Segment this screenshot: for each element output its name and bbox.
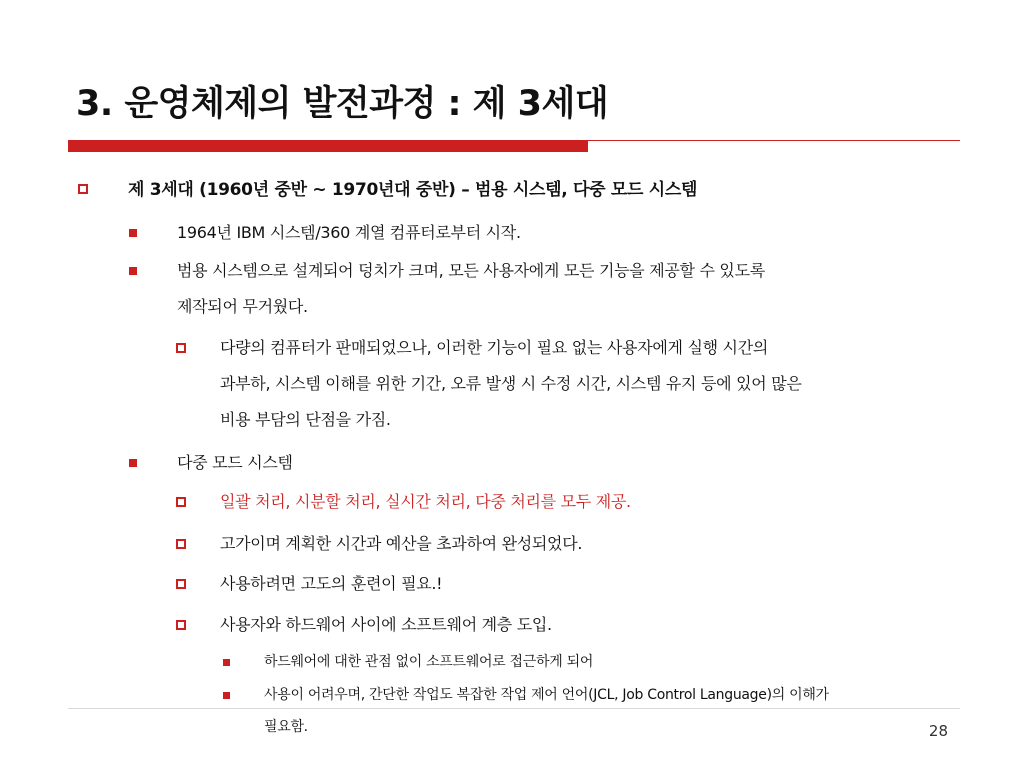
subsub-bullet-jcl-line2: 필요함. bbox=[264, 719, 308, 735]
title-underline-thick bbox=[68, 140, 588, 152]
solid-square-bullet-icon bbox=[223, 659, 230, 666]
subsub-bullet-jcl-line1: 사용이 어려우며, 간단한 작업도 복잡한 작업 제어 언어(JCL, Job Control Language)의 이해가 bbox=[264, 687, 829, 703]
sub-bullet-software-layer: 사용자와 하드웨어 사이에 소프트웨어 계층 도입. bbox=[220, 615, 552, 634]
slide-title: 3. 운영체제의 발전과정 : 제 3세대 bbox=[76, 84, 609, 124]
solid-square-bullet-icon bbox=[223, 692, 230, 699]
sub-bullet-processing-modes: 일괄 처리, 시분할 처리, 실시간 처리, 다중 처리를 모두 제공. bbox=[220, 492, 631, 511]
hollow-square-bullet-icon bbox=[176, 539, 186, 549]
sub-bullet-training: 사용하려면 고도의 훈련이 필요.! bbox=[220, 574, 443, 593]
sub-bullet-drawbacks-line1: 다량의 컴퓨터가 판매되었으나, 이러한 기능이 필요 없는 사용자에게 실행 시간의 bbox=[220, 338, 769, 357]
sub-bullet-drawbacks-line2: 과부하, 시스템 이해를 위한 기간, 오류 발생 시 수정 시간, 시스템 유지 등에 있어 많은 bbox=[220, 374, 802, 393]
footer-divider bbox=[68, 708, 960, 709]
title-underline-thin bbox=[588, 140, 960, 141]
hollow-square-bullet-icon bbox=[176, 497, 186, 507]
bullet-general-purpose-line2: 제작되어 무거웠다. bbox=[177, 297, 308, 316]
solid-square-bullet-icon bbox=[129, 229, 137, 237]
subsub-bullet-software-access: 하드웨어에 대한 관점 없이 소프트웨어로 접근하게 되어 bbox=[264, 654, 594, 670]
solid-square-bullet-icon bbox=[129, 459, 137, 467]
page-number: 28 bbox=[928, 722, 948, 740]
sub-bullet-drawbacks-line3: 비용 부담의 단점을 가짐. bbox=[220, 410, 391, 429]
bullet-multi-mode: 다중 모드 시스템 bbox=[177, 453, 293, 472]
hollow-square-bullet-icon bbox=[78, 184, 88, 194]
hollow-square-bullet-icon bbox=[176, 579, 186, 589]
hollow-square-bullet-icon bbox=[176, 343, 186, 353]
bullet-general-purpose-line1: 범용 시스템으로 설계되어 덩치가 크며, 모든 사용자에게 모든 기능을 제공할 수 있도록 bbox=[177, 261, 765, 280]
solid-square-bullet-icon bbox=[129, 267, 137, 275]
bullet-ibm-360: 1964년 IBM 시스템/360 계열 컴퓨터로부터 시작. bbox=[177, 223, 521, 242]
heading-third-generation: 제 3세대 (1960년 중반 ~ 1970년대 중반) – 범용 시스템, 다중 모드 시스템 bbox=[128, 180, 698, 200]
hollow-square-bullet-icon bbox=[176, 620, 186, 630]
sub-bullet-cost-overrun: 고가이며 계획한 시간과 예산을 초과하여 완성되었다. bbox=[220, 534, 583, 553]
